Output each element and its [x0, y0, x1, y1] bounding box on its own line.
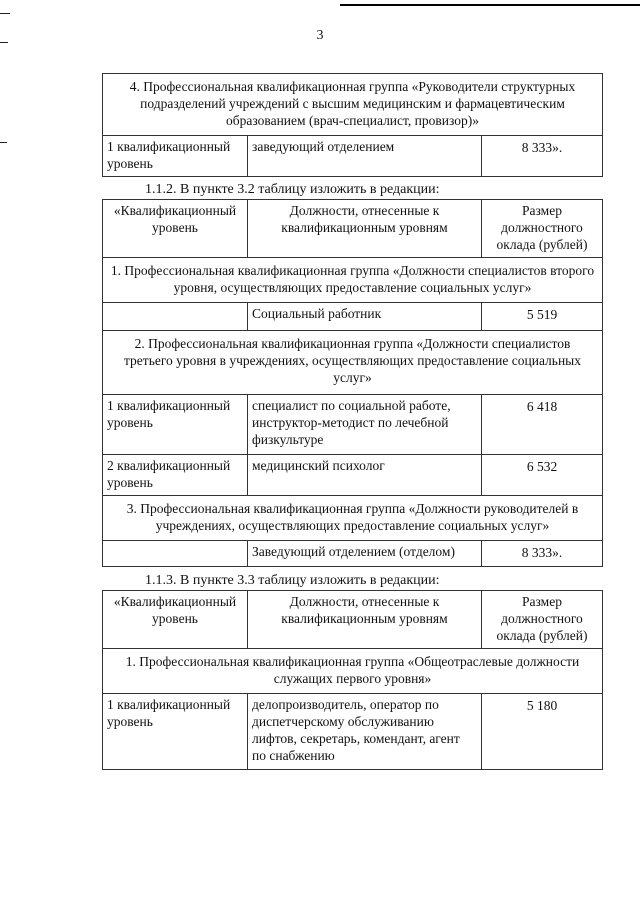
group-title: 3. Профессиональная квалификационная группа «Должности руководителей в учреждениях, осуществляющих предоставление социальных услуг» [103, 496, 603, 541]
level-cell: 1 квалификационный уровень [103, 395, 248, 455]
group-title-row [103, 496, 603, 541]
header-position: Должности, отнесенные к квалификационным уровням [248, 200, 482, 258]
table-row [103, 455, 603, 496]
group-title: 4. Профессиональная квалификационная группа «Руководители структурных подразделений учреждений с высшим медицинским и фармацевтическим образованием (врач-специалист, провизор)» [103, 74, 603, 136]
position-cell: заведующий отделением [248, 136, 482, 177]
group-title: 1. Профессиональная квалификационная группа «Общеотраслевые должности служащих первого уровня» [103, 649, 603, 694]
header-position: Должности, отнесенные к квалификационным уровням [248, 591, 482, 649]
group-title-row [103, 74, 603, 136]
level-cell: 1 квалификационный уровень [103, 694, 248, 770]
salary-cell: 5 519 [482, 303, 603, 331]
salary-cell: 8 333». [482, 136, 603, 177]
scan-edge-mark [0, 13, 10, 14]
table-social-services [102, 199, 603, 567]
position-cell: делопроизводитель, оператор по диспетчерскому обслуживанию лифтов, секретарь, комендант, агент по снабжению [248, 694, 482, 770]
header-salary: Размер должностного оклада (рублей) [482, 200, 603, 258]
paragraph-1-1-3: 1.1.3. В пункте 3.3 таблицу изложить в редакции: [145, 573, 440, 588]
position-cell: специалист по социальной работе, инструктор-методист по лечебной физкультуре [248, 395, 482, 455]
level-cell: 2 квалификационный уровень [103, 455, 248, 496]
level-cell [103, 541, 248, 567]
scan-edge-mark [340, 4, 640, 6]
header-row [103, 591, 603, 649]
level-cell: 1 квалификационный уровень [103, 136, 248, 177]
salary-cell: 5 180 [482, 694, 603, 770]
paragraph-1-1-2: 1.1.2. В пункте 3.2 таблицу изложить в редакции: [145, 182, 440, 197]
table-row [103, 694, 603, 770]
level-cell [103, 303, 248, 331]
salary-cell: 8 333». [482, 541, 603, 567]
header-salary: Размер должностного оклада (рублей) [482, 591, 603, 649]
group-title-row [103, 258, 603, 303]
table-row [103, 541, 603, 567]
group-title: 1. Профессиональная квалификационная группа «Должности специалистов второго уровня, осуществляющих предоставление социальных услуг» [103, 258, 603, 303]
position-cell: Заведующий отделением (отделом) [248, 541, 482, 567]
table-group-4-managers [102, 73, 603, 177]
salary-cell: 6 532 [482, 455, 603, 496]
group-title-row [103, 331, 603, 395]
table-row [103, 136, 603, 177]
position-cell: Социальный работник [248, 303, 482, 331]
header-level: «Квалификационный уровень [103, 591, 248, 649]
table-general-positions [102, 590, 603, 770]
salary-cell: 6 418 [482, 395, 603, 455]
scan-edge-mark [0, 142, 7, 143]
group-title-row [103, 649, 603, 694]
table-row [103, 395, 603, 455]
group-title: 2. Профессиональная квалификационная группа «Должности специалистов третьего уровня в учреждениях, осуществляющих предоставление социальных услуг» [103, 331, 603, 395]
table-row [103, 303, 603, 331]
position-cell: медицинский психолог [248, 455, 482, 496]
header-level: «Квалификационный уровень [103, 200, 248, 258]
page-number: 3 [316, 28, 324, 43]
header-row [103, 200, 603, 258]
